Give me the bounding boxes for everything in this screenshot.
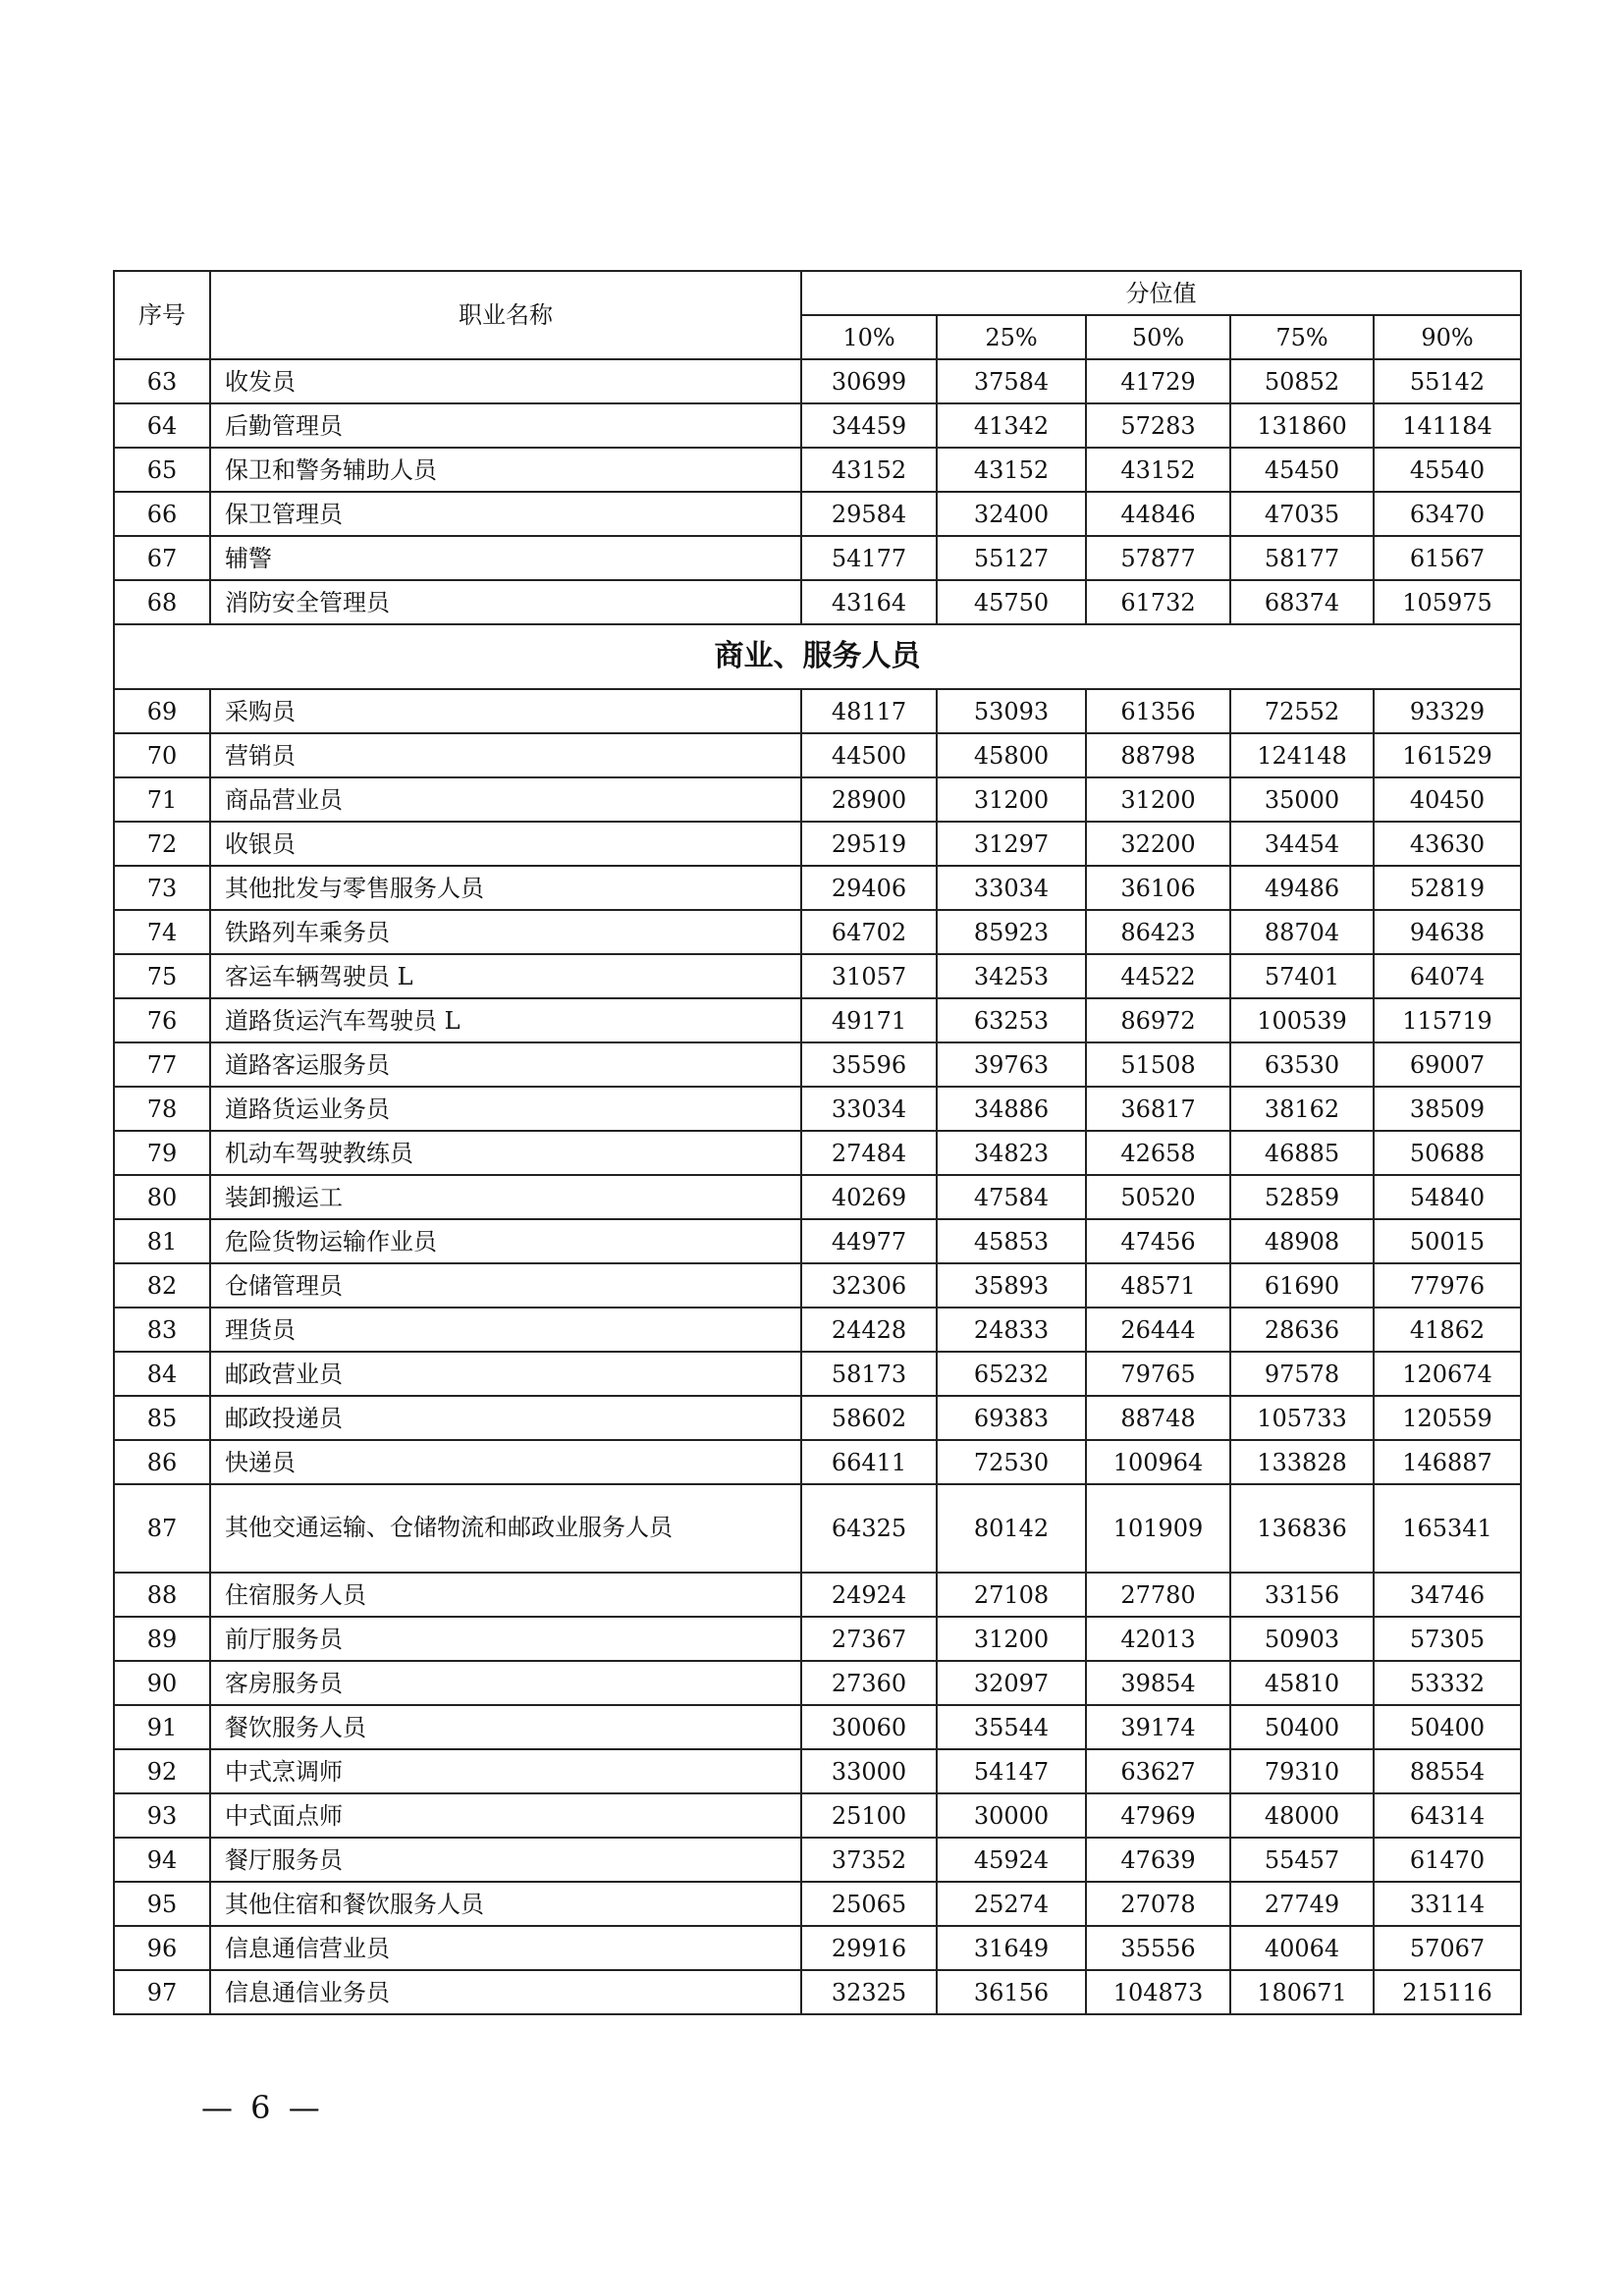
row-index: 81: [114, 1219, 210, 1263]
occupation-name: 辅警: [210, 536, 801, 580]
value-p25: 69383: [937, 1396, 1086, 1440]
occupation-name: 快递员: [210, 1440, 801, 1484]
occupation-name: 理货员: [210, 1308, 801, 1352]
value-p10: 24428: [801, 1308, 937, 1352]
value-p90: 57067: [1374, 1926, 1521, 1970]
occupation-name: 仓储管理员: [210, 1263, 801, 1308]
value-p10: 27360: [801, 1661, 937, 1705]
value-p10: 32306: [801, 1263, 937, 1308]
table-row: [114, 492, 1521, 536]
value-p10: 40269: [801, 1175, 937, 1219]
value-p25: 24833: [937, 1308, 1086, 1352]
value-p90: 61470: [1374, 1838, 1521, 1882]
value-p75: 45810: [1230, 1661, 1374, 1705]
row-index: 87: [114, 1484, 210, 1573]
value-p25: 35544: [937, 1705, 1086, 1749]
value-p10: 44500: [801, 733, 937, 777]
value-p75: 68374: [1230, 580, 1374, 624]
occupation-name: 其他批发与零售服务人员: [210, 866, 801, 910]
value-p10: 54177: [801, 536, 937, 580]
value-p25: 25274: [937, 1882, 1086, 1926]
value-p25: 34823: [937, 1131, 1086, 1175]
occupation-name: 中式烹调师: [210, 1749, 801, 1793]
value-p25: 37584: [937, 359, 1086, 403]
row-index: 85: [114, 1396, 210, 1440]
value-p90: 146887: [1374, 1440, 1521, 1484]
occupation-name: 铁路列车乘务员: [210, 910, 801, 954]
value-p25: 53093: [937, 689, 1086, 733]
occupation-name: 道路货运业务员: [210, 1087, 801, 1131]
value-p75: 48000: [1230, 1793, 1374, 1838]
value-p10: 31057: [801, 954, 937, 998]
value-p90: 161529: [1374, 733, 1521, 777]
row-index: 84: [114, 1352, 210, 1396]
table-row: [114, 1793, 1521, 1838]
value-p90: 50688: [1374, 1131, 1521, 1175]
value-p50: 42658: [1086, 1131, 1230, 1175]
value-p10: 33000: [801, 1749, 937, 1793]
value-p50: 36106: [1086, 866, 1230, 910]
value-p50: 26444: [1086, 1308, 1230, 1352]
value-p90: 50015: [1374, 1219, 1521, 1263]
value-p25: 54147: [937, 1749, 1086, 1793]
value-p10: 64325: [801, 1484, 937, 1573]
value-p75: 131860: [1230, 403, 1374, 448]
table-row: [114, 866, 1521, 910]
value-p25: 34253: [937, 954, 1086, 998]
row-index: 70: [114, 733, 210, 777]
row-index: 91: [114, 1705, 210, 1749]
table-row: [114, 448, 1521, 492]
value-p75: 180671: [1230, 1970, 1374, 2014]
value-p25: 85923: [937, 910, 1086, 954]
occupation-name: 机动车驾驶教练员: [210, 1131, 801, 1175]
value-p75: 28636: [1230, 1308, 1374, 1352]
occupation-name: 其他交通运输、仓储物流和邮政业服务人员: [210, 1484, 801, 1573]
value-p25: 45924: [937, 1838, 1086, 1882]
value-p50: 57877: [1086, 536, 1230, 580]
value-p10: 58602: [801, 1396, 937, 1440]
value-p50: 39174: [1086, 1705, 1230, 1749]
value-p90: 43630: [1374, 822, 1521, 866]
header-p75: 75%: [1230, 315, 1374, 359]
value-p50: 63627: [1086, 1749, 1230, 1793]
page-number: — 6 —: [201, 2089, 324, 2126]
row-index: 72: [114, 822, 210, 866]
value-p10: 48117: [801, 689, 937, 733]
value-p50: 44522: [1086, 954, 1230, 998]
value-p90: 34746: [1374, 1573, 1521, 1617]
row-index: 82: [114, 1263, 210, 1308]
value-p90: 54840: [1374, 1175, 1521, 1219]
value-p90: 120559: [1374, 1396, 1521, 1440]
value-p10: 28900: [801, 777, 937, 822]
table-row: [114, 1749, 1521, 1793]
header-p10: 10%: [801, 315, 937, 359]
value-p90: 69007: [1374, 1042, 1521, 1087]
value-p75: 55457: [1230, 1838, 1374, 1882]
table-body: [114, 359, 1521, 2014]
header-percentile-group: 分位值: [801, 271, 1521, 315]
value-p75: 34454: [1230, 822, 1374, 866]
table-row: [114, 1396, 1521, 1440]
value-p25: 55127: [937, 536, 1086, 580]
value-p50: 86423: [1086, 910, 1230, 954]
value-p25: 36156: [937, 1970, 1086, 2014]
occupation-name: 消防安全管理员: [210, 580, 801, 624]
occupation-name: 前厅服务员: [210, 1617, 801, 1661]
value-p10: 29584: [801, 492, 937, 536]
value-p25: 45800: [937, 733, 1086, 777]
table-row: [114, 998, 1521, 1042]
table-row: [114, 1263, 1521, 1308]
table-row: [114, 689, 1521, 733]
occupation-name: 后勤管理员: [210, 403, 801, 448]
value-p50: 44846: [1086, 492, 1230, 536]
value-p25: 65232: [937, 1352, 1086, 1396]
value-p50: 35556: [1086, 1926, 1230, 1970]
value-p90: 38509: [1374, 1087, 1521, 1131]
table-row: [114, 1617, 1521, 1661]
value-p90: 55142: [1374, 359, 1521, 403]
occupation-name: 客运车辆驾驶员 L: [210, 954, 801, 998]
table-row: [114, 910, 1521, 954]
header-p50: 50%: [1086, 315, 1230, 359]
row-index: 68: [114, 580, 210, 624]
value-p75: 48908: [1230, 1219, 1374, 1263]
occupation-name: 邮政营业员: [210, 1352, 801, 1396]
value-p90: 64074: [1374, 954, 1521, 998]
row-index: 90: [114, 1661, 210, 1705]
value-p50: 47639: [1086, 1838, 1230, 1882]
value-p50: 27078: [1086, 1882, 1230, 1926]
value-p75: 35000: [1230, 777, 1374, 822]
value-p90: 165341: [1374, 1484, 1521, 1573]
row-index: 93: [114, 1793, 210, 1838]
header-p25: 25%: [937, 315, 1086, 359]
value-p10: 37352: [801, 1838, 937, 1882]
value-p50: 48571: [1086, 1263, 1230, 1308]
row-index: 66: [114, 492, 210, 536]
value-p10: 64702: [801, 910, 937, 954]
value-p50: 47969: [1086, 1793, 1230, 1838]
value-p75: 97578: [1230, 1352, 1374, 1396]
value-p75: 45450: [1230, 448, 1374, 492]
table-row: [114, 1440, 1521, 1484]
value-p10: 30060: [801, 1705, 937, 1749]
occupation-name: 其他住宿和餐饮服务人员: [210, 1882, 801, 1926]
value-p25: 34886: [937, 1087, 1086, 1131]
value-p90: 52819: [1374, 866, 1521, 910]
value-p75: 63530: [1230, 1042, 1374, 1087]
value-p75: 124148: [1230, 733, 1374, 777]
value-p75: 133828: [1230, 1440, 1374, 1484]
value-p75: 33156: [1230, 1573, 1374, 1617]
value-p25: 80142: [937, 1484, 1086, 1573]
value-p50: 32200: [1086, 822, 1230, 866]
row-index: 77: [114, 1042, 210, 1087]
value-p10: 29519: [801, 822, 937, 866]
value-p25: 31200: [937, 777, 1086, 822]
value-p75: 100539: [1230, 998, 1374, 1042]
value-p75: 58177: [1230, 536, 1374, 580]
value-p75: 79310: [1230, 1749, 1374, 1793]
row-index: 97: [114, 1970, 210, 2014]
row-index: 75: [114, 954, 210, 998]
table-row: [114, 1131, 1521, 1175]
value-p25: 43152: [937, 448, 1086, 492]
value-p75: 46885: [1230, 1131, 1374, 1175]
occupation-name: 信息通信业务员: [210, 1970, 801, 2014]
value-p75: 88704: [1230, 910, 1374, 954]
table-row: [114, 1882, 1521, 1926]
value-p90: 141184: [1374, 403, 1521, 448]
row-index: 89: [114, 1617, 210, 1661]
occupation-name: 收银员: [210, 822, 801, 866]
value-p50: 36817: [1086, 1087, 1230, 1131]
value-p90: 105975: [1374, 580, 1521, 624]
table-row: [114, 1308, 1521, 1352]
value-p75: 47035: [1230, 492, 1374, 536]
occupation-name: 保卫管理员: [210, 492, 801, 536]
value-p50: 101909: [1086, 1484, 1230, 1573]
value-p90: 45540: [1374, 448, 1521, 492]
value-p75: 27749: [1230, 1882, 1374, 1926]
value-p90: 57305: [1374, 1617, 1521, 1661]
row-index: 92: [114, 1749, 210, 1793]
occupation-name: 客房服务员: [210, 1661, 801, 1705]
row-index: 79: [114, 1131, 210, 1175]
value-p25: 31649: [937, 1926, 1086, 1970]
value-p10: 30699: [801, 359, 937, 403]
value-p50: 88748: [1086, 1396, 1230, 1440]
row-index: 64: [114, 403, 210, 448]
value-p50: 41729: [1086, 359, 1230, 403]
value-p10: 44977: [801, 1219, 937, 1263]
row-index: 96: [114, 1926, 210, 1970]
row-index: 69: [114, 689, 210, 733]
occupation-name: 危险货物运输作业员: [210, 1219, 801, 1263]
row-index: 86: [114, 1440, 210, 1484]
table-row: [114, 403, 1521, 448]
header-occupation-name: 职业名称: [210, 271, 801, 359]
value-p25: 31297: [937, 822, 1086, 866]
table-row: [114, 822, 1521, 866]
value-p75: 38162: [1230, 1087, 1374, 1131]
table-row: [114, 1970, 1521, 2014]
value-p75: 52859: [1230, 1175, 1374, 1219]
value-p25: 72530: [937, 1440, 1086, 1484]
occupation-name: 保卫和警务辅助人员: [210, 448, 801, 492]
row-index: 88: [114, 1573, 210, 1617]
value-p50: 47456: [1086, 1219, 1230, 1263]
table-row: [114, 1087, 1521, 1131]
occupation-name: 信息通信营业员: [210, 1926, 801, 1970]
value-p50: 31200: [1086, 777, 1230, 822]
value-p50: 104873: [1086, 1970, 1230, 2014]
wage-percentile-table: [113, 270, 1522, 2015]
value-p75: 40064: [1230, 1926, 1374, 1970]
value-p90: 120674: [1374, 1352, 1521, 1396]
table-row: [114, 1705, 1521, 1749]
value-p10: 24924: [801, 1573, 937, 1617]
value-p75: 50903: [1230, 1617, 1374, 1661]
value-p90: 94638: [1374, 910, 1521, 954]
row-index: 76: [114, 998, 210, 1042]
row-index: 74: [114, 910, 210, 954]
value-p50: 100964: [1086, 1440, 1230, 1484]
value-p75: 50400: [1230, 1705, 1374, 1749]
value-p50: 88798: [1086, 733, 1230, 777]
value-p10: 33034: [801, 1087, 937, 1131]
row-index: 67: [114, 536, 210, 580]
occupation-name: 中式面点师: [210, 1793, 801, 1838]
value-p90: 63470: [1374, 492, 1521, 536]
occupation-name: 营销员: [210, 733, 801, 777]
table-row: [114, 1926, 1521, 1970]
occupation-name: 道路客运服务员: [210, 1042, 801, 1087]
value-p10: 29916: [801, 1926, 937, 1970]
row-index: 73: [114, 866, 210, 910]
value-p50: 43152: [1086, 448, 1230, 492]
value-p25: 45750: [937, 580, 1086, 624]
table-row: [114, 1661, 1521, 1705]
value-p75: 50852: [1230, 359, 1374, 403]
value-p25: 27108: [937, 1573, 1086, 1617]
section-heading: 商业、服务人员: [114, 624, 1521, 689]
value-p10: 49171: [801, 998, 937, 1042]
row-index: 80: [114, 1175, 210, 1219]
value-p90: 64314: [1374, 1793, 1521, 1838]
table-row: [114, 1352, 1521, 1396]
header-index: 序号: [114, 271, 210, 359]
occupation-name: 住宿服务人员: [210, 1573, 801, 1617]
value-p10: 43164: [801, 580, 937, 624]
value-p50: 86972: [1086, 998, 1230, 1042]
occupation-name: 邮政投递员: [210, 1396, 801, 1440]
value-p25: 33034: [937, 866, 1086, 910]
table-row: [114, 1838, 1521, 1882]
value-p25: 63253: [937, 998, 1086, 1042]
value-p90: 53332: [1374, 1661, 1521, 1705]
value-p90: 33114: [1374, 1882, 1521, 1926]
table-row: [114, 1484, 1521, 1573]
header-p90: 90%: [1374, 315, 1521, 359]
table-row: [114, 536, 1521, 580]
value-p10: 43152: [801, 448, 937, 492]
row-index: 94: [114, 1838, 210, 1882]
table-row: [114, 580, 1521, 624]
occupation-name: 道路货运汽车驾驶员 L: [210, 998, 801, 1042]
row-index: 63: [114, 359, 210, 403]
value-p10: 25065: [801, 1882, 937, 1926]
value-p25: 31200: [937, 1617, 1086, 1661]
value-p10: 25100: [801, 1793, 937, 1838]
table-row: [114, 1042, 1521, 1087]
value-p75: 72552: [1230, 689, 1374, 733]
value-p25: 35893: [937, 1263, 1086, 1308]
value-p25: 45853: [937, 1219, 1086, 1263]
occupation-name: 餐饮服务人员: [210, 1705, 801, 1749]
table-row: [114, 1175, 1521, 1219]
occupation-name: 装卸搬运工: [210, 1175, 801, 1219]
row-index: 83: [114, 1308, 210, 1352]
value-p90: 41862: [1374, 1308, 1521, 1352]
value-p10: 27367: [801, 1617, 937, 1661]
occupation-name: 餐厅服务员: [210, 1838, 801, 1882]
row-index: 71: [114, 777, 210, 822]
occupation-name: 商品营业员: [210, 777, 801, 822]
value-p25: 30000: [937, 1793, 1086, 1838]
row-index: 65: [114, 448, 210, 492]
value-p25: 32097: [937, 1661, 1086, 1705]
row-index: 78: [114, 1087, 210, 1131]
value-p50: 27780: [1086, 1573, 1230, 1617]
value-p25: 39763: [937, 1042, 1086, 1087]
value-p10: 27484: [801, 1131, 937, 1175]
value-p10: 34459: [801, 403, 937, 448]
value-p50: 51508: [1086, 1042, 1230, 1087]
value-p50: 50520: [1086, 1175, 1230, 1219]
value-p10: 32325: [801, 1970, 937, 2014]
value-p75: 136836: [1230, 1484, 1374, 1573]
value-p90: 40450: [1374, 777, 1521, 822]
occupation-name: 采购员: [210, 689, 801, 733]
value-p90: 61567: [1374, 536, 1521, 580]
table-row: [114, 733, 1521, 777]
value-p90: 88554: [1374, 1749, 1521, 1793]
table-row: [114, 777, 1521, 822]
table-row: [114, 1573, 1521, 1617]
value-p25: 47584: [937, 1175, 1086, 1219]
value-p10: 66411: [801, 1440, 937, 1484]
value-p75: 49486: [1230, 866, 1374, 910]
value-p50: 61732: [1086, 580, 1230, 624]
occupation-name: 收发员: [210, 359, 801, 403]
value-p75: 61690: [1230, 1263, 1374, 1308]
value-p90: 93329: [1374, 689, 1521, 733]
section-row: [114, 624, 1521, 689]
value-p90: 115719: [1374, 998, 1521, 1042]
value-p50: 79765: [1086, 1352, 1230, 1396]
value-p50: 39854: [1086, 1661, 1230, 1705]
table-row: [114, 359, 1521, 403]
value-p25: 32400: [937, 492, 1086, 536]
value-p90: 50400: [1374, 1705, 1521, 1749]
value-p50: 61356: [1086, 689, 1230, 733]
value-p75: 57401: [1230, 954, 1374, 998]
value-p75: 105733: [1230, 1396, 1374, 1440]
row-index: 95: [114, 1882, 210, 1926]
value-p10: 58173: [801, 1352, 937, 1396]
value-p90: 77976: [1374, 1263, 1521, 1308]
value-p90: 215116: [1374, 1970, 1521, 2014]
value-p10: 29406: [801, 866, 937, 910]
value-p50: 57283: [1086, 403, 1230, 448]
table-row: [114, 1219, 1521, 1263]
value-p25: 41342: [937, 403, 1086, 448]
table-row: [114, 954, 1521, 998]
value-p10: 35596: [801, 1042, 937, 1087]
value-p50: 42013: [1086, 1617, 1230, 1661]
